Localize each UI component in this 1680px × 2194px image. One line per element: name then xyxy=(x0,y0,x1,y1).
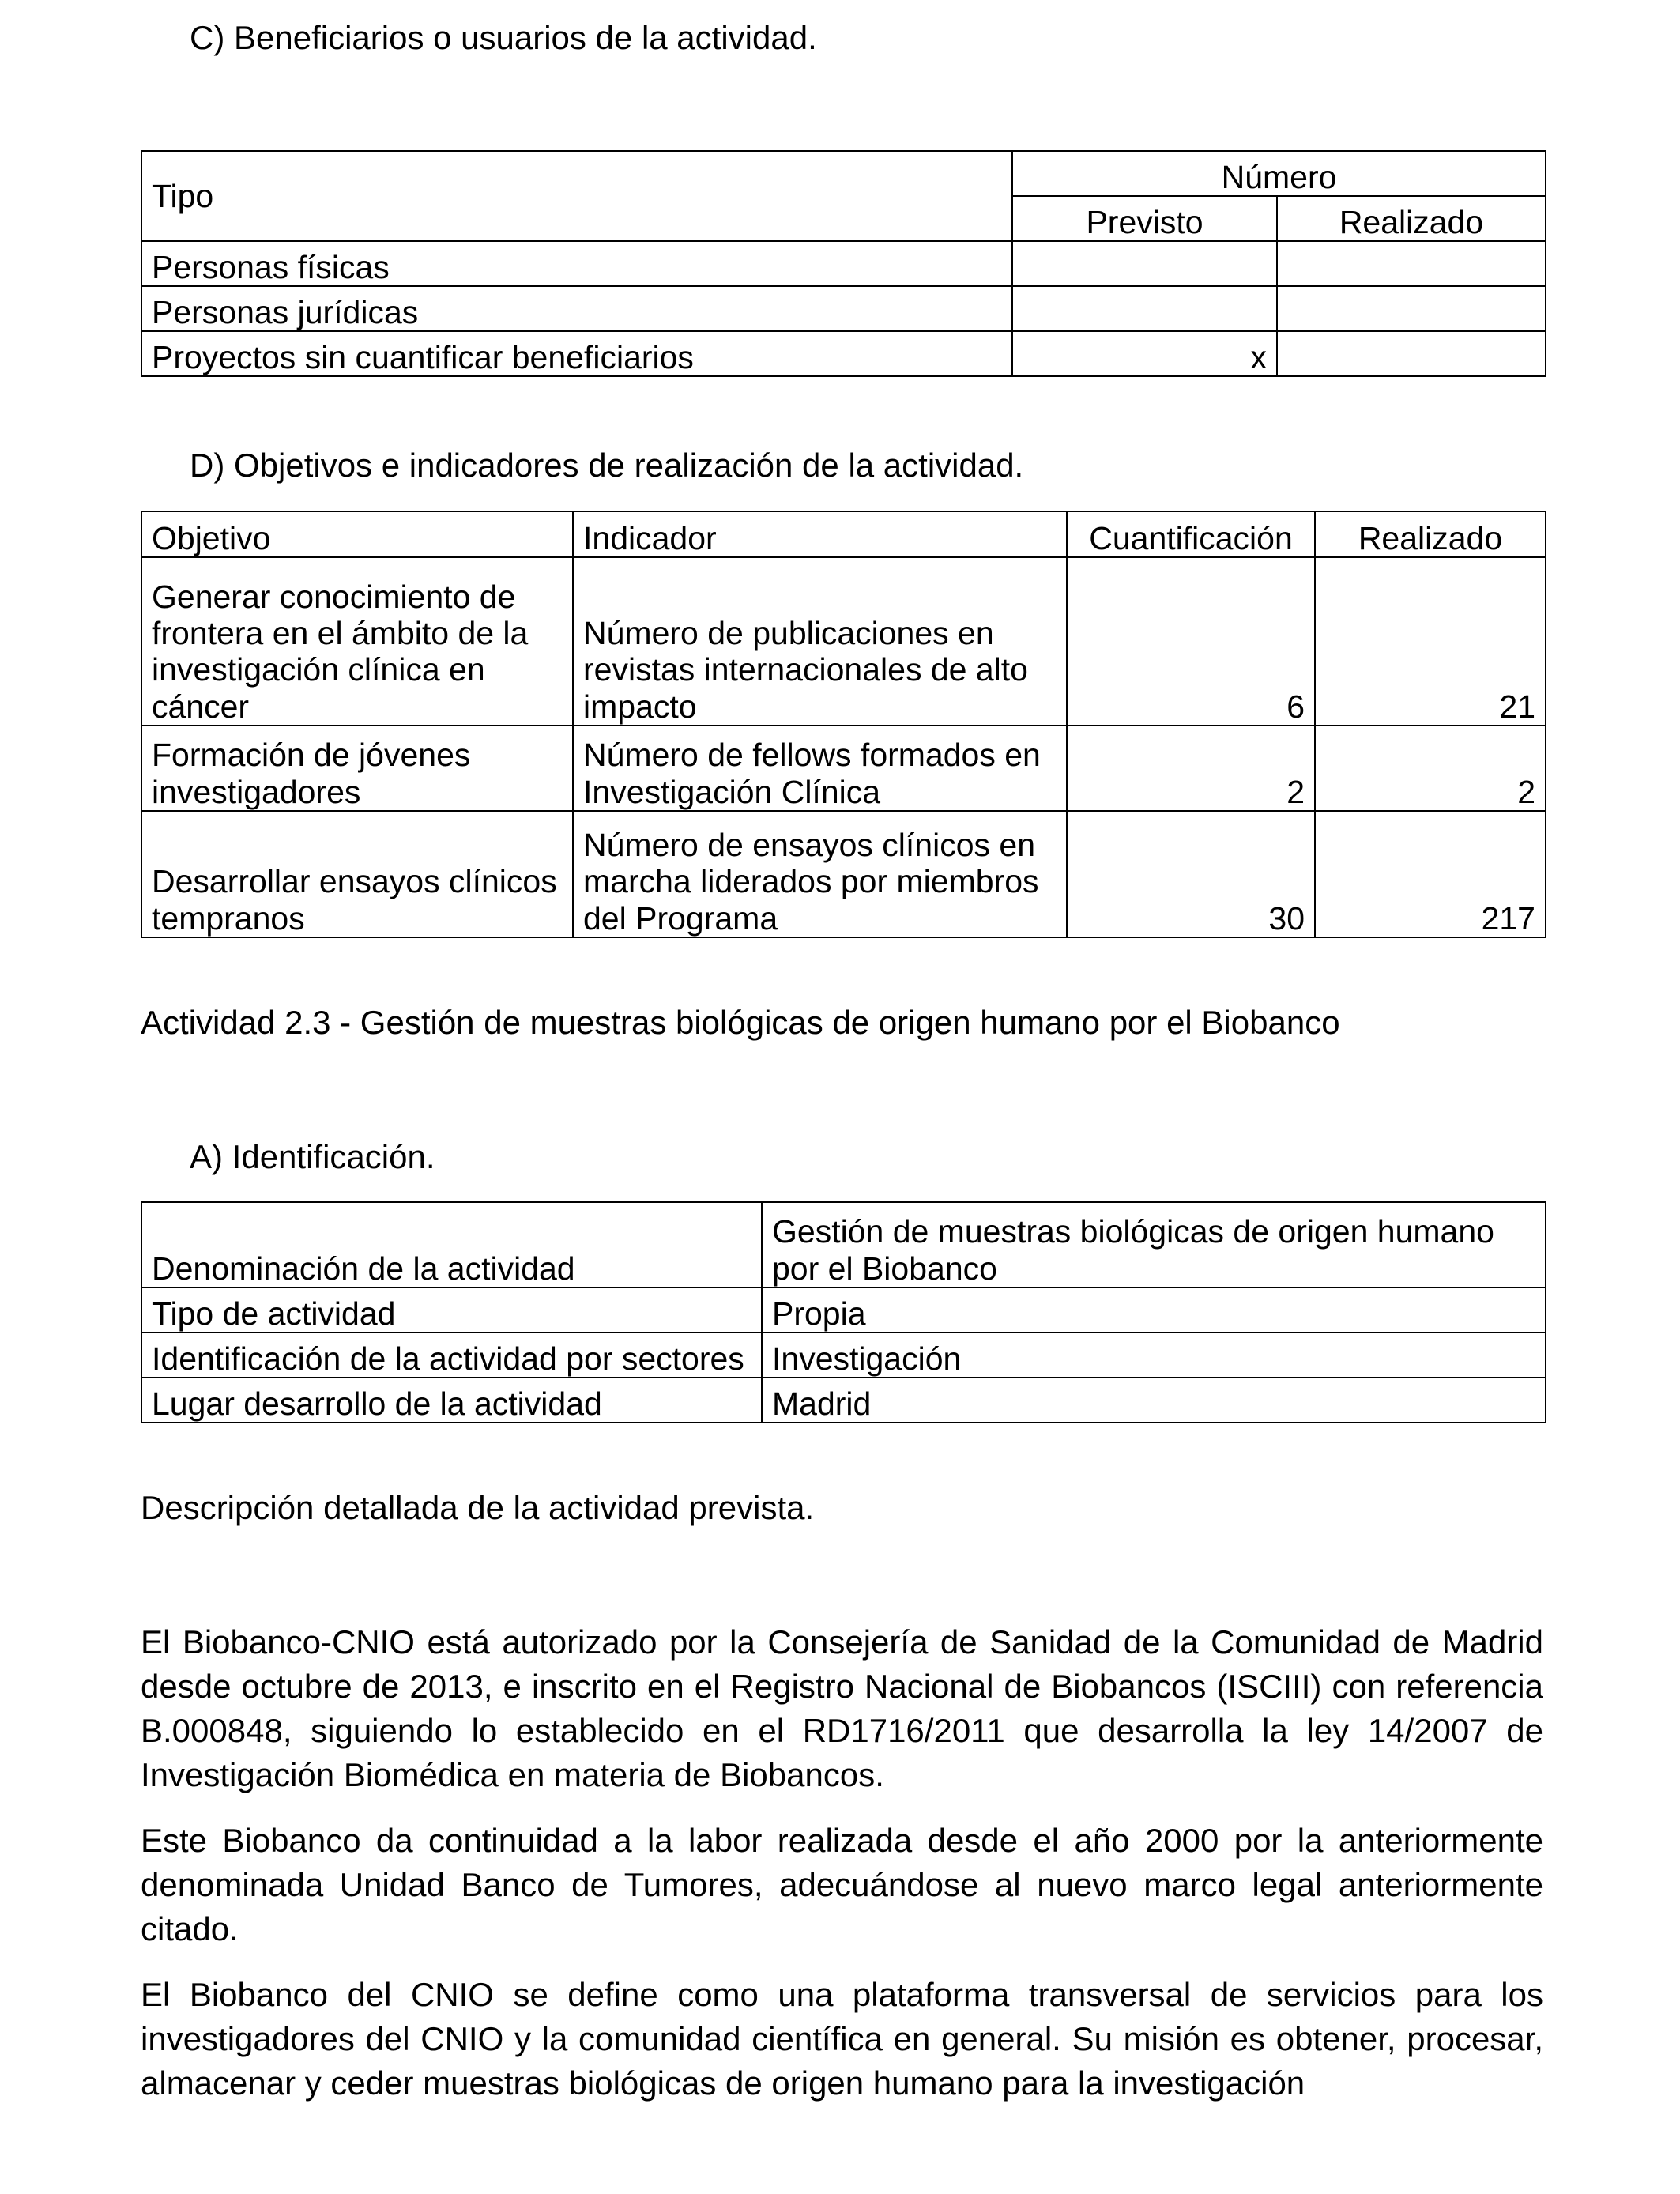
section-c-heading: C) Beneficiarios o usuarios de la actividad. xyxy=(190,19,817,56)
objetivo-cell: Generar conocimiento de frontera en el ámbito de la investigación clínica en cáncer xyxy=(141,557,573,726)
label-cell: Tipo de actividad xyxy=(141,1287,762,1333)
paragraph: El Biobanco-CNIO está autorizado por la Consejería de Sanidad de la Comunidad de Madrid desde octubre de 2013, e inscrito en el Registro Nacional de Biobancos (ISCIII) con referencia B.000848, siguiendo lo establecido en el RD1716/2011 que desarrolla la ley 14/2007 de Investigación Biomédica en materia de Biobancos. xyxy=(141,1623,1543,1793)
paragraph: Este Biobanco da continuidad a la labor realizada desde el año 2000 por la anteriormente denominada Unidad Banco de Tumores, adecuándose al nuevo marco legal anteriormente citado. xyxy=(141,1822,1543,1947)
previsto-cell xyxy=(1012,241,1277,286)
tipo-cell: Proyectos sin cuantificar beneficiarios xyxy=(141,331,1012,376)
indicador-cell: Número de fellows formados en Investigación Clínica xyxy=(573,726,1067,811)
objetivos-table xyxy=(141,511,1546,938)
realizado-header: Realizado xyxy=(1315,511,1546,557)
value-cell: Gestión de muestras biológicas de origen humano por el Biobanco xyxy=(762,1202,1546,1287)
realizado-header: Realizado xyxy=(1277,196,1546,241)
table-row xyxy=(141,241,1546,286)
indicador-header: Indicador xyxy=(573,511,1067,557)
indicador-cell: Número de ensayos clínicos en marcha liderados por miembros del Programa xyxy=(573,811,1067,937)
cuantificacion-header: Cuantificación xyxy=(1067,511,1315,557)
tipo-cell: Personas jurídicas xyxy=(141,286,1012,331)
table-row xyxy=(141,1378,1546,1423)
objetivo-header: Objetivo xyxy=(141,511,573,557)
table-row xyxy=(141,1287,1546,1333)
realizado-cell xyxy=(1277,286,1546,331)
identificacion-table xyxy=(141,1201,1546,1423)
objetivo-cell: Formación de jóvenes investigadores xyxy=(141,726,573,811)
section-d-heading: D) Objetivos e indicadores de realización de la actividad. xyxy=(190,447,1024,484)
cuantificacion-cell: 2 xyxy=(1067,726,1315,811)
realizado-cell xyxy=(1277,241,1546,286)
realizado-cell: 2 xyxy=(1315,726,1546,811)
table-row xyxy=(141,331,1546,376)
paragraph: El Biobanco del CNIO se define como una plataforma transversal de servicios para los investigadores del CNIO y la comunidad científica en general. Su misión es obtener, procesar, almacenar y ceder muestras biológicas de origen humano para la investigación xyxy=(141,1976,1543,2102)
value-cell: Madrid xyxy=(762,1378,1546,1423)
description-heading: Descripción detallada de la actividad prevista. xyxy=(141,1489,815,1526)
label-cell: Identificación de la actividad por sectores xyxy=(141,1333,762,1378)
table-row xyxy=(141,286,1546,331)
cuantificacion-cell: 30 xyxy=(1067,811,1315,937)
table-row xyxy=(141,557,1546,726)
label-cell: Lugar desarrollo de la actividad xyxy=(141,1378,762,1423)
realizado-cell: 217 xyxy=(1315,811,1546,937)
previsto-header: Previsto xyxy=(1012,196,1277,241)
table-row xyxy=(141,811,1546,937)
realizado-cell xyxy=(1277,331,1546,376)
beneficiarios-table xyxy=(141,150,1546,377)
activity-title: Actividad 2.3 - Gestión de muestras biológicas de origen humano por el Biobanco xyxy=(141,1004,1340,1041)
table-row xyxy=(141,1333,1546,1378)
label-cell: Denominación de la actividad xyxy=(141,1202,762,1287)
objetivo-cell: Desarrollar ensayos clínicos tempranos xyxy=(141,811,573,937)
previsto-cell xyxy=(1012,286,1277,331)
value-cell: Investigación xyxy=(762,1333,1546,1378)
section-a-heading: A) Identificación. xyxy=(190,1138,435,1175)
previsto-cell: x xyxy=(1012,331,1277,376)
numero-header: Número xyxy=(1012,151,1546,196)
table-row xyxy=(141,726,1546,811)
realizado-cell: 21 xyxy=(1315,557,1546,726)
cuantificacion-cell: 6 xyxy=(1067,557,1315,726)
tipo-cell: Personas físicas xyxy=(141,241,1012,286)
value-cell: Propia xyxy=(762,1287,1546,1333)
table-row xyxy=(141,1202,1546,1287)
indicador-cell: Número de publicaciones en revistas internacionales de alto impacto xyxy=(573,557,1067,726)
tipo-header: Tipo xyxy=(141,151,1012,241)
